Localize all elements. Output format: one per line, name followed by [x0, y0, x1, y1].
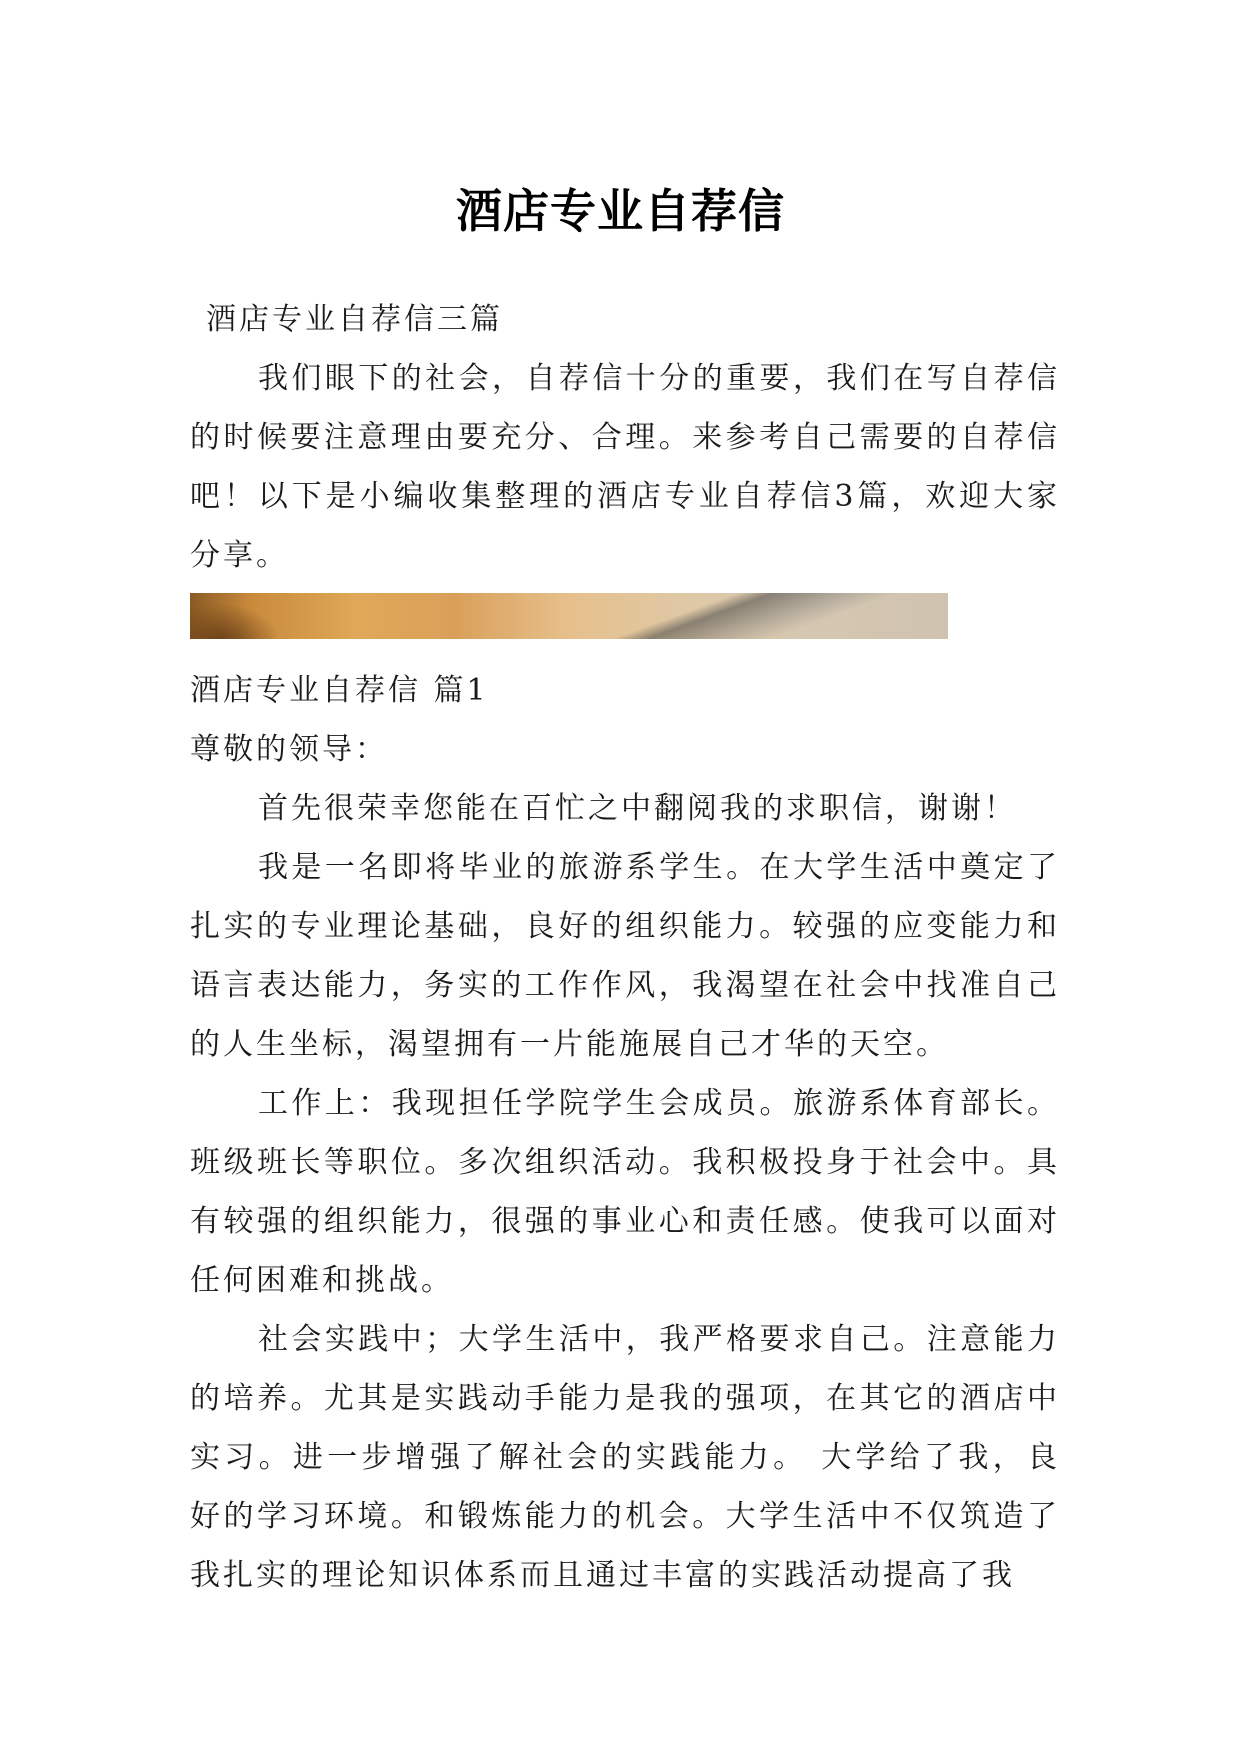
salutation: 尊敬的领导： [190, 732, 388, 767]
body-paragraph: 社会实践中；大学生活中，我严格要求自己。注意能力的培养。尤其是实践动手能力是我的强项，在其它的酒店中实习。进一步增强了解社会的实践能力。 大学给了我，良好的学习环境。和锻炼能力的机会。大学生活中不仅筑造了我扎实的理论知识体系而且通过丰富的实践活动提高了我 [190, 1322, 1060, 1593]
page-title: 酒店专业自荐信 [456, 183, 785, 238]
body-paragraph: 我是一名即将毕业的旅游系学生。在大学生活中奠定了扎实的专业理论基础，良好的组织能力。较强的应变能力和语言表达能力，务实的工作作风，我渴望在社会中找准自己的人生坐标，渴望拥有一片能施展自己才华的天空。 [190, 850, 1060, 1062]
banner-image [190, 593, 948, 639]
intro-paragraph: 我们眼下的社会，自荐信十分的重要，我们在写自荐信的时候要注意理由要充分、合理。来参考自己需要的自荐信吧！以下是小编收集整理的酒店专业自荐信3篇，欢迎大家分享。 [190, 361, 1060, 573]
document-body [190, 290, 1060, 1605]
body-paragraph: 工作上：我现担任学院学生会成员。旅游系体育部长。班级班长等职位。多次组织活动。我积极投身于社会中。具有较强的组织能力，很强的事业心和责任感。使我可以面对任何困难和挑战。 [190, 1086, 1060, 1298]
document-subtitle: 酒店专业自荐信三篇 [206, 302, 503, 337]
body-paragraph: 首先很荣幸您能在百忙之中翻阅我的求职信，谢谢！ [258, 791, 1017, 826]
section-heading: 酒店专业自荐信 篇1 [190, 673, 489, 708]
